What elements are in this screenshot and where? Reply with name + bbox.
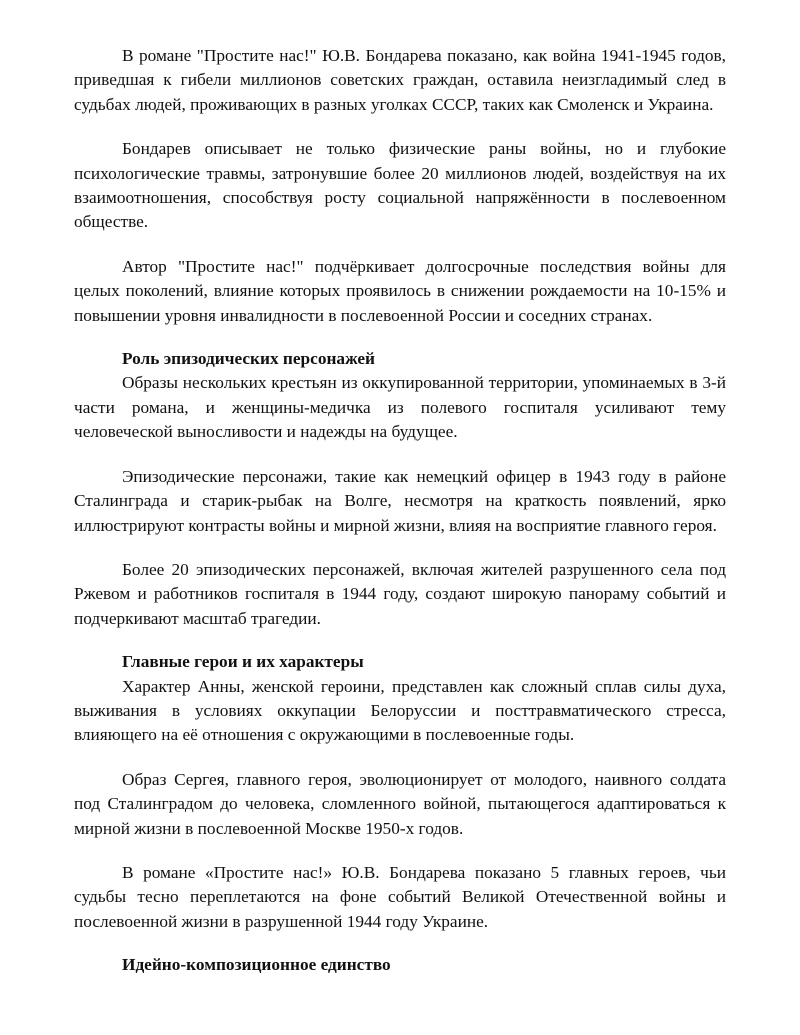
intro-paragraph-3: Автор "Простите нас!" подчёркивает долгосрочные последствия войны для целых поколений, влияние которых проявилось в снижении рождаемости на 10-15% и повышении уровня инвалидности в послевоенной России и соседних странах. <box>74 256 726 325</box>
intro-paragraph-2: Бондарев описывает не только физические раны войны, но и глубокие психологические травмы, затронувшие более 20 миллионов людей, воздействуя на их взаимоотношения, способствуя росту социальной напряжённости в послевоенном обществе. <box>74 139 726 232</box>
heading-main-characters: Главные герои и их характеры <box>122 652 364 672</box>
main-paragraph-3: В романе «Простите нас!» Ю.В. Бондарева показано 5 главных героев, чьи судьбы тесно переплетаются на фоне событий Великой Отечественной войны и послевоенной жизни в разрушенной 1944 году Украине. <box>74 862 726 931</box>
episodic-paragraph-1: Образы нескольких крестьян из оккупированной территории, упоминаемых в 3-й части романа, и женщины-медичка из полевого госпиталя усиливают тему человеческой выносливости и надежды на будущее. <box>74 373 726 442</box>
heading-ideological-unity: Идейно-композиционное единство <box>122 955 391 975</box>
main-paragraph-2: Образ Сергея, главного героя, эволюционирует от молодого, наивного солдата под Сталинградом до человека, сломленного войной, пытающегося адаптироваться к мирной жизни в послевоенной Москве 1950-х годов. <box>74 769 726 838</box>
document-page <box>74 44 726 978</box>
intro-paragraph-1: В романе "Простите нас!" Ю.В. Бондарева показано, как война 1941-1945 годов, приведшая к гибели миллионов советских граждан, оставила неизгладимый след в судьбах людей, проживающих в разных уголках СССР, таких как Смоленск и Украина. <box>74 46 726 114</box>
episodic-paragraph-2: Эпизодические персонажи, такие как немецкий офицер в 1943 году в районе Сталинграда и старик-рыбак на Волге, несмотря на краткость появлений, ярко иллюстрируют контрасты войны и мирной жизни, влияя на восприятие главного героя. <box>74 466 726 535</box>
episodic-paragraph-3: Более 20 эпизодических персонажей, включая жителей разрушенного села под Ржевом и работников госпиталя в 1944 году, создают широкую панораму событий и подчеркивают масштаб трагедии. <box>74 559 726 628</box>
heading-episodic-characters: Роль эпизодических персонажей <box>122 349 376 369</box>
main-paragraph-1: Характер Анны, женской героини, представлен как сложный сплав силы духа, выживания в условиях оккупации Белоруссии и посттравматического стресса, влияющего на её отношения с окружающими в послевоенные годы. <box>74 676 726 745</box>
